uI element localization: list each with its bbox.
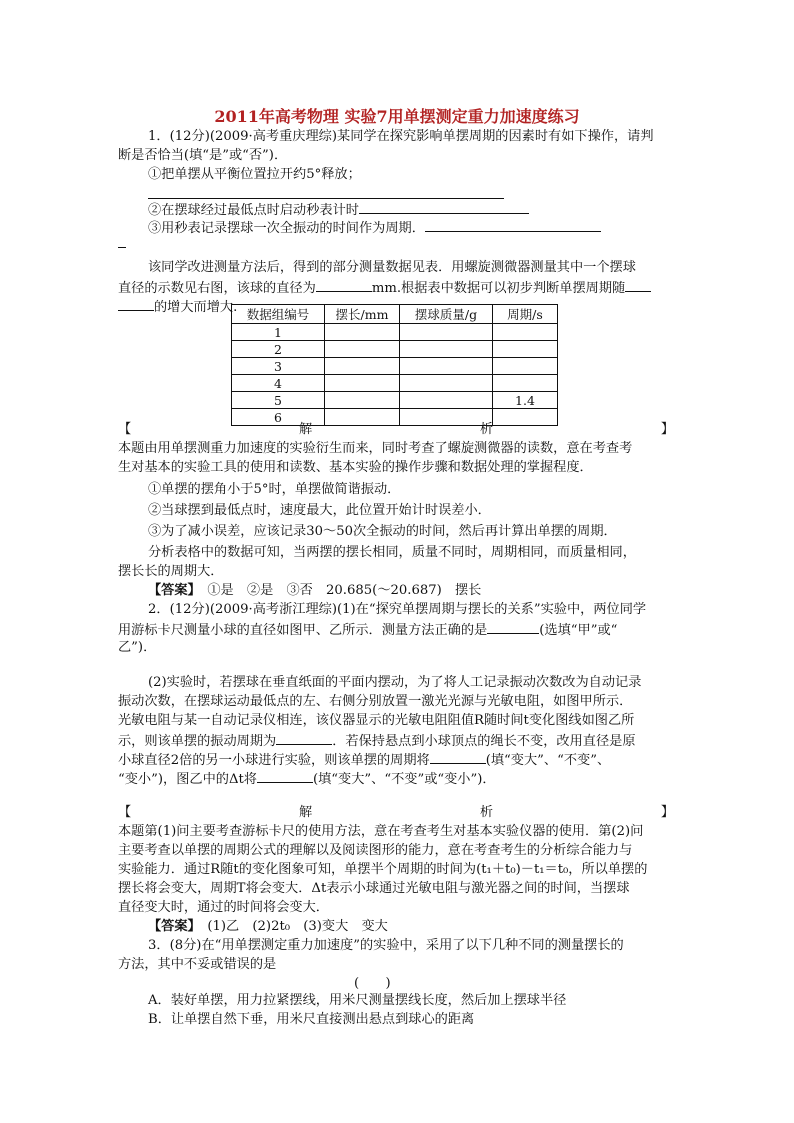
table-cell	[493, 358, 558, 375]
q2-period-change-blank[interactable]	[430, 749, 486, 764]
analysis2-line2: 主要考查以单摆的周期公式的理解以及阅读图形的能力，意在考查考生的分析综合能力与	[118, 843, 633, 858]
q1-para-line3-text: 的增大而增大.	[154, 300, 238, 315]
bracket-close: 】	[660, 805, 674, 820]
q2-part2-l5b: (填“变大”、“不变”、	[485, 753, 611, 768]
data-table	[231, 304, 558, 426]
analysis1-line2: 生对基本的实验工具的使用和读数、基本实验的操作步骤和数据处理的掌握程度．	[118, 460, 593, 475]
analysis2-line1: 本题第(1)问主要考查游标卡尺的使用方法，意在考查考生对基本实验仪器的使用．第(2)问	[118, 824, 644, 839]
table-cell	[400, 341, 493, 358]
table-cell	[400, 358, 493, 375]
table-cell: 4	[232, 375, 325, 392]
q1-period-blank[interactable]	[625, 277, 651, 292]
table-cell: 1.4	[493, 392, 558, 409]
q1-op2: ②在摆球经过最低点时启动秒表计时	[148, 203, 359, 218]
table-cell	[325, 375, 400, 392]
table-cell	[493, 375, 558, 392]
answer-text: (1)乙 (2)2t₀ (3)变大 变大	[207, 919, 388, 934]
analysis1-p1: ①单摆的摆角小于5°时，单摆做简谐振动．	[148, 482, 401, 497]
analysis1-heading	[118, 420, 674, 439]
table-cell	[400, 375, 493, 392]
table-cell	[493, 341, 558, 358]
analysis1-p3: ③为了减小误差，应该记录30～50次全振动的时间，然后再计算出单摆的周期．	[148, 524, 617, 539]
analysis1-p5: 摆长长的周期大．	[118, 564, 224, 579]
heading-char: 析	[479, 422, 494, 437]
table-cell: 2	[232, 341, 325, 358]
q2-period-blank[interactable]	[276, 730, 332, 745]
q3-answer-paren[interactable]: ( )	[354, 976, 391, 991]
table-header: 摆长/mm	[325, 305, 400, 324]
page-title: 2011年高考物理 实验7用单摆测定重力加速度练习	[214, 107, 580, 126]
q2-part2-l4a: 示，则该单摆的振动周期为	[118, 734, 277, 749]
answer-label: 【答案】	[148, 583, 195, 598]
heading-char: 析	[479, 805, 494, 820]
table-cell	[325, 392, 400, 409]
q1-para-line1: 该同学改进测量方法后，得到的部分测量数据见表．用螺旋测微器测量其中一个摆球	[148, 260, 636, 275]
q2-part2-l4	[118, 730, 674, 751]
analysis1-p2: ②当球摆到最低点时，速度最大，此位置开始计时误差小．	[148, 503, 491, 518]
table-row	[232, 324, 558, 341]
table-row	[232, 375, 558, 392]
q2-part2-l6	[118, 768, 674, 789]
q2-part2-l1: (2)实验时，若摆球在垂直纸面的平面内摆动，为了将人工记录振动次数改为自动记录	[148, 675, 642, 690]
table-cell	[325, 341, 400, 358]
q3-option-a: A．装好单摆，用力拉紧摆线，用米尺测量摆线长度，然后加上摆球半径	[148, 993, 567, 1008]
q2-line3: 乙”)．	[118, 640, 157, 655]
analysis1-answer	[148, 581, 674, 600]
q3-line2: 方法，其中不妥或错误的是	[118, 957, 277, 972]
analysis1-p4: 分析表格中的数据可知，当两摆的摆长相同，质量不同时，周期相同，而质量相同，	[148, 545, 636, 560]
table-header: 摆球质量/g	[400, 305, 493, 324]
table-cell	[493, 324, 558, 341]
table-cell	[325, 324, 400, 341]
q1-op3: ③用秒表记录摆球一次全振动的时间作为周期．	[148, 221, 425, 236]
q2-line2	[118, 619, 674, 640]
q3-option-b: B．让单摆自然下垂，用米尺直接测出悬点到球心的距离	[148, 1012, 475, 1027]
q1-op3-blank[interactable]	[425, 217, 601, 232]
q1-stem-line2: 断是否恰当(填“是”或“否”)．	[118, 148, 288, 163]
answer-text: ①是 ②是 ③否 20.685(～20.687) 摆长	[207, 583, 482, 598]
table-cell: 6	[232, 409, 325, 426]
q2-part2-l6a: “变小”)，图乙中的Δt将	[118, 772, 257, 787]
q2-method-blank[interactable]	[487, 619, 539, 634]
heading-char: 解	[298, 805, 313, 820]
q2-part2-l6b: (填“变大”、“不变”或“变小”)．	[312, 772, 496, 787]
answer-label: 【答案】	[148, 919, 195, 934]
q1-op2-blank[interactable]	[359, 199, 529, 214]
table-cell: 3	[232, 358, 325, 375]
q2-part2-l5	[118, 749, 674, 770]
q2-line2b: (选填“甲”或“	[539, 623, 618, 638]
q2-line2a: 用游标卡尺测量小球的直径如图甲、乙所示．测量方法正确的是	[118, 623, 488, 638]
heading-char: 解	[298, 422, 313, 437]
q1-stem-line1: 1．(12分)(2009·高考重庆理综)某同学在探究影响单摆周期的因素时有如下操作，请判	[148, 129, 654, 144]
bracket-open: 【	[118, 805, 132, 820]
table-cell: 1	[232, 324, 325, 341]
analysis2-heading	[118, 803, 674, 822]
q1-para-line2a: 直径的示数见右图，该球的直径为	[118, 281, 316, 296]
q2-line1: 2．(12分)(2009·高考浙江理综)(1)在“探究单摆周期与摆长的关系”实验中，两位同学	[148, 602, 647, 617]
q1-para-line2b: mm.根据表中数据可以初步判断单摆周期随	[371, 281, 626, 296]
analysis2-line4: 摆长将会变大，周期T将会变大．Δt表示小球通过光敏电阻与激光器之间的时间，当摆球	[118, 881, 630, 896]
table-cell	[325, 358, 400, 375]
analysis2-line3: 实验能力．通过R随t的变化图象可知，单摆半个周期的时间为(t₁＋t₀)－t₁＝t₀，所以单摆的	[118, 862, 648, 877]
table-header: 数据组编号	[232, 305, 325, 324]
table-row	[232, 358, 558, 375]
analysis1-line1: 本题由用单摆测重力加速度的实验衍生而来，同时考查了螺旋测微器的读数，意在考查考	[118, 441, 633, 456]
table-row	[232, 341, 558, 358]
analysis2-line5: 直径变大时，通过的时间将会变大．	[118, 900, 329, 915]
q1-diameter-blank[interactable]	[316, 277, 372, 292]
table-cell	[400, 324, 493, 341]
bracket-open: 【	[118, 422, 132, 437]
q2-part2-l5a: 小球直径2倍的另一小球进行实验，则该单摆的周期将	[118, 753, 430, 768]
table-header-row	[232, 305, 558, 324]
q2-part2-l2: 振动次数，在摆球运动最低点的左、右侧分别放置一激光光源与光敏电阻，如图甲所示．	[118, 694, 633, 709]
q2-part2-l4b: ．若保持悬点到小球顶点的绳长不变，改用直径是原	[332, 734, 636, 749]
q1-op3-blank-cont[interactable]	[118, 233, 674, 254]
bracket-close: 】	[660, 422, 674, 437]
q2-dt-blank[interactable]	[257, 768, 313, 783]
q1-period-blank-cont[interactable]	[118, 296, 154, 311]
q2-part2-l3: 光敏电阻与某一自动记录仪相连，该仪器显示的光敏电阻阻值R随时间t变化图线如图乙所	[118, 713, 635, 728]
q3-line1: 3．(8分)在“用单摆测定重力加速度”的实验中，采用了以下几种不同的测量摆长的	[148, 938, 624, 953]
q1-op1: ①把单摆从平衡位置拉开约5°释放；	[148, 167, 361, 182]
table-row	[232, 392, 558, 409]
q1-para-line2	[118, 277, 674, 298]
table-cell	[400, 392, 493, 409]
analysis2-answer	[148, 917, 674, 936]
table-header: 周期/s	[493, 305, 558, 324]
table-cell: 5	[232, 392, 325, 409]
